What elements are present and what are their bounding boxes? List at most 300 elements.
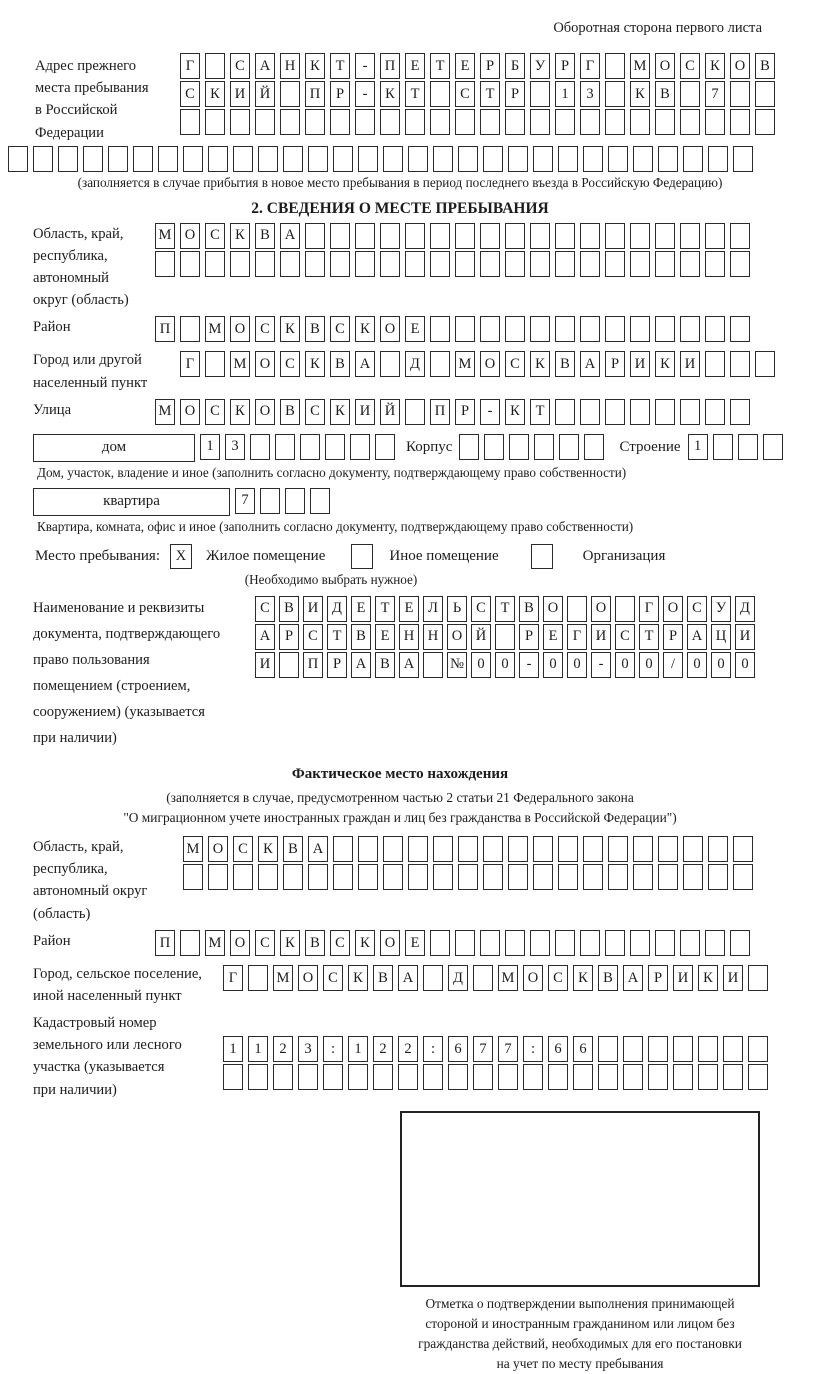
char-cell: О [255, 399, 275, 425]
char-cell [680, 109, 700, 135]
char-cell [305, 251, 325, 277]
actual-location-title: Фактическое место нахождения [291, 765, 509, 782]
char-cell [748, 965, 768, 991]
char-cell [280, 109, 300, 135]
char-cell [205, 53, 225, 79]
char-cell [573, 1064, 593, 1090]
char-cell: И [230, 81, 250, 107]
char-cell: Р [455, 399, 475, 425]
char-cell [459, 434, 479, 460]
char-row [223, 1036, 800, 1062]
char-cell: С [615, 624, 635, 650]
char-cell [183, 864, 203, 890]
char-cell: В [373, 965, 393, 991]
char-cell: С [205, 399, 225, 425]
char-cell [208, 864, 228, 890]
region-grid [155, 223, 800, 312]
char-cell [423, 1064, 443, 1090]
residential-option-label: Жилое помещение [206, 547, 326, 564]
char-cell [358, 146, 378, 172]
char-row [183, 836, 800, 862]
char-cell [300, 434, 320, 460]
char-cell [683, 146, 703, 172]
char-cell: Р [519, 624, 539, 650]
char-cell: В [255, 223, 275, 249]
char-cell: М [155, 223, 175, 249]
char-cell [483, 836, 503, 862]
char-cell [530, 316, 550, 342]
section2-title: 2. СВЕДЕНИЯ О МЕСТЕ ПРЕБЫВАНИЯ [251, 199, 549, 217]
char-cell: С [303, 624, 323, 650]
char-row [255, 596, 800, 622]
char-cell [530, 930, 550, 956]
char-cell: - [355, 81, 375, 107]
char-cell [655, 316, 675, 342]
char-cell [608, 864, 628, 890]
char-cell [430, 81, 450, 107]
char-cell: С [255, 316, 275, 342]
char-cell: К [305, 351, 325, 377]
char-cell: - [519, 652, 539, 678]
char-cell [330, 109, 350, 135]
char-cell: Л [423, 596, 443, 622]
char-cell [433, 836, 453, 862]
char-cell [508, 146, 528, 172]
char-cell [680, 81, 700, 107]
char-cell: И [673, 965, 693, 991]
char-cell [483, 146, 503, 172]
char-cell: Н [423, 624, 443, 650]
char-cell [623, 1036, 643, 1062]
char-cell [655, 109, 675, 135]
char-cell [355, 223, 375, 249]
char-cell: О [543, 596, 563, 622]
char-cell [555, 930, 575, 956]
char-cell: В [280, 399, 300, 425]
char-cell [260, 488, 280, 514]
char-cell: И [723, 965, 743, 991]
char-cell [630, 399, 650, 425]
char-cell [285, 488, 305, 514]
char-cell [680, 316, 700, 342]
char-cell: Д [405, 351, 425, 377]
char-cell [723, 1036, 743, 1062]
char-cell [430, 351, 450, 377]
char-cell: С [180, 81, 200, 107]
char-cell [348, 1064, 368, 1090]
char-cell [730, 930, 750, 956]
char-cell: Т [327, 624, 347, 650]
char-cell [648, 1064, 668, 1090]
char-cell [580, 251, 600, 277]
char-cell [505, 930, 525, 956]
char-cell [208, 146, 228, 172]
char-cell [673, 1036, 693, 1062]
char-cell [555, 316, 575, 342]
previous-address-label: Адрес прежнего места пребывания в Российской Федерации [35, 58, 149, 141]
char-cell [555, 251, 575, 277]
apartment-label-box: квартира [33, 488, 230, 516]
char-cell [583, 864, 603, 890]
char-cell: А [355, 351, 375, 377]
char-cell: 7 [235, 488, 255, 514]
char-row [223, 1064, 800, 1090]
char-cell [280, 251, 300, 277]
char-cell: Е [405, 930, 425, 956]
char-cell: А [280, 223, 300, 249]
char-cell: 1 [688, 434, 708, 460]
char-cell [615, 596, 635, 622]
char-cell: В [305, 316, 325, 342]
char-cell: И [735, 624, 755, 650]
char-cell: 1 [248, 1036, 268, 1062]
char-cell: Г [580, 53, 600, 79]
char-cell [455, 930, 475, 956]
char-cell: П [155, 316, 175, 342]
char-cell: Р [555, 53, 575, 79]
char-cell [680, 223, 700, 249]
char-cell [530, 223, 550, 249]
previous-address-grid [180, 53, 800, 144]
char-cell: В [598, 965, 618, 991]
actual-location-note: (заполняется в случае, предусмотренном частью 2 статьи 21 Федерального закона "О миграционном учете иностранных граждан и лиц без гражданства в Российской Федерации") [123, 789, 677, 826]
char-cell: М [155, 399, 175, 425]
char-cell [480, 930, 500, 956]
char-cell: Д [327, 596, 347, 622]
char-cell [580, 109, 600, 135]
char-cell [183, 146, 203, 172]
char-cell [680, 399, 700, 425]
char-cell [630, 316, 650, 342]
char-cell: П [380, 53, 400, 79]
char-cell [279, 652, 299, 678]
char-cell: 0 [711, 652, 731, 678]
char-cell [523, 1064, 543, 1090]
char-cell: Т [375, 596, 395, 622]
char-cell [683, 864, 703, 890]
char-cell: Г [180, 53, 200, 79]
char-cell: 0 [639, 652, 659, 678]
house-number-cells [200, 434, 395, 460]
char-cell: К [205, 81, 225, 107]
cadastral-grid [223, 1012, 800, 1101]
char-cell: В [283, 836, 303, 862]
char-cell [280, 81, 300, 107]
char-cell [108, 146, 128, 172]
char-cell [673, 1064, 693, 1090]
char-cell [255, 109, 275, 135]
char-cell: О [655, 53, 675, 79]
char-cell: 0 [495, 652, 515, 678]
char-cell: С [330, 930, 350, 956]
char-cell [713, 434, 733, 460]
char-cell [495, 624, 515, 650]
char-cell [423, 652, 443, 678]
char-cell [250, 434, 270, 460]
organization-option-label: Организация [582, 547, 666, 564]
char-cell [558, 836, 578, 862]
char-cell [298, 1064, 318, 1090]
char-cell [405, 399, 425, 425]
char-cell: - [355, 53, 375, 79]
char-cell: А [351, 652, 371, 678]
char-cell [705, 351, 725, 377]
cadastral-field [33, 1012, 800, 1101]
stay-type-row [35, 544, 800, 569]
char-cell: Е [455, 53, 475, 79]
char-cell: М [498, 965, 518, 991]
city-field [33, 349, 800, 393]
char-cell [730, 251, 750, 277]
char-cell: К [355, 930, 375, 956]
char-cell: М [630, 53, 650, 79]
char-cell: С [687, 596, 707, 622]
char-cell [605, 53, 625, 79]
char-cell: К [573, 965, 593, 991]
region-label: Область, край, республика, автономный округ (область) [33, 225, 129, 309]
char-cell: 7 [705, 81, 725, 107]
char-cell [383, 864, 403, 890]
confirmation-stamp-box [400, 1111, 760, 1287]
char-cell: Е [399, 596, 419, 622]
char-cell: И [355, 399, 375, 425]
char-cell [505, 316, 525, 342]
char-cell [630, 930, 650, 956]
document-field [33, 596, 800, 752]
char-row [155, 251, 800, 277]
char-cell [605, 399, 625, 425]
char-cell [273, 1064, 293, 1090]
char-cell [505, 109, 525, 135]
char-cell: : [423, 1036, 443, 1062]
char-cell: Г [639, 596, 659, 622]
char-cell: В [305, 930, 325, 956]
char-cell [530, 109, 550, 135]
char-cell [380, 351, 400, 377]
district-field [33, 316, 800, 344]
char-cell [583, 146, 603, 172]
char-cell [233, 146, 253, 172]
char-cell: 0 [471, 652, 491, 678]
char-cell [633, 836, 653, 862]
char-cell: М [230, 351, 250, 377]
actual-city-label: Город, сельское поселение, иной населенный пункт [33, 965, 202, 1004]
char-cell: Г [223, 965, 243, 991]
char-cell [705, 251, 725, 277]
char-cell [708, 836, 728, 862]
char-cell [533, 864, 553, 890]
char-cell [448, 1064, 468, 1090]
char-cell: В [279, 596, 299, 622]
char-cell: Н [399, 624, 419, 650]
char-row [255, 624, 800, 650]
char-cell [708, 864, 728, 890]
char-row [155, 399, 750, 425]
char-cell [480, 223, 500, 249]
char-cell [405, 251, 425, 277]
char-cell: К [348, 965, 368, 991]
char-cell: : [523, 1036, 543, 1062]
char-cell [630, 109, 650, 135]
char-cell [508, 864, 528, 890]
char-cell: С [280, 351, 300, 377]
char-cell: С [330, 316, 350, 342]
house-note: Дом, участок, владение и иное (заполнить согласно документу, подтверждающему право собственности) [37, 464, 627, 480]
char-cell [730, 316, 750, 342]
char-cell: К [305, 53, 325, 79]
char-cell: В [519, 596, 539, 622]
char-cell: И [680, 351, 700, 377]
char-cell: / [663, 652, 683, 678]
char-cell [705, 399, 725, 425]
char-cell [598, 1064, 618, 1090]
char-row [180, 53, 800, 79]
char-cell [8, 146, 28, 172]
char-cell: 2 [273, 1036, 293, 1062]
char-cell [433, 146, 453, 172]
char-cell: П [303, 652, 323, 678]
char-cell: 6 [573, 1036, 593, 1062]
char-cell [180, 109, 200, 135]
char-cell: О [591, 596, 611, 622]
char-cell: 1 [348, 1036, 368, 1062]
char-cell: А [255, 53, 275, 79]
char-cell: Р [663, 624, 683, 650]
char-cell [730, 109, 750, 135]
char-cell [558, 146, 578, 172]
char-cell [630, 223, 650, 249]
char-cell: М [273, 965, 293, 991]
char-cell: М [205, 930, 225, 956]
char-cell: Ь [447, 596, 467, 622]
char-cell [655, 930, 675, 956]
char-cell [380, 109, 400, 135]
char-cell: И [630, 351, 650, 377]
char-cell: Й [471, 624, 491, 650]
char-cell [623, 1064, 643, 1090]
char-cell [484, 434, 504, 460]
char-cell: К [698, 965, 718, 991]
char-cell [305, 109, 325, 135]
char-cell: А [398, 965, 418, 991]
char-cell [705, 223, 725, 249]
actual-city-field [33, 963, 800, 1007]
char-cell [373, 1064, 393, 1090]
char-cell [223, 1064, 243, 1090]
char-cell [308, 146, 328, 172]
char-cell: О [380, 930, 400, 956]
char-cell [398, 1064, 418, 1090]
char-cell [655, 399, 675, 425]
char-cell: 0 [567, 652, 587, 678]
char-cell [733, 864, 753, 890]
char-cell [558, 864, 578, 890]
char-cell: О [523, 965, 543, 991]
char-cell: 2 [398, 1036, 418, 1062]
char-cell [748, 1036, 768, 1062]
char-cell: Р [330, 81, 350, 107]
char-cell [323, 1064, 343, 1090]
char-cell: Г [180, 351, 200, 377]
char-cell: 3 [580, 81, 600, 107]
char-cell: И [255, 652, 275, 678]
actual-district-field [33, 930, 800, 958]
char-cell: А [308, 836, 328, 862]
char-cell: Т [405, 81, 425, 107]
char-cell: Т [430, 53, 450, 79]
char-cell: 0 [543, 652, 563, 678]
char-cell [473, 965, 493, 991]
char-cell [325, 434, 345, 460]
char-cell [248, 1064, 268, 1090]
char-cell: : [323, 1036, 343, 1062]
region-field [33, 223, 800, 312]
char-cell: Б [505, 53, 525, 79]
char-cell: 3 [298, 1036, 318, 1062]
char-cell: 0 [615, 652, 635, 678]
char-cell [608, 836, 628, 862]
korpus-cells [459, 434, 604, 460]
char-cell [350, 434, 370, 460]
char-cell [283, 864, 303, 890]
char-cell: Е [375, 624, 395, 650]
char-cell [455, 109, 475, 135]
char-cell [283, 146, 303, 172]
char-cell [480, 251, 500, 277]
char-cell [505, 251, 525, 277]
char-cell [230, 109, 250, 135]
char-cell [458, 864, 478, 890]
char-cell: Т [495, 596, 515, 622]
char-cell: И [303, 596, 323, 622]
char-cell: Р [648, 965, 668, 991]
char-cell: - [591, 652, 611, 678]
char-cell [648, 1036, 668, 1062]
char-cell [580, 223, 600, 249]
char-cell [430, 251, 450, 277]
char-cell [248, 965, 268, 991]
char-cell [205, 351, 225, 377]
char-cell: С [205, 223, 225, 249]
char-cell [708, 146, 728, 172]
char-cell [380, 223, 400, 249]
char-cell [205, 251, 225, 277]
char-cell [330, 223, 350, 249]
char-cell [133, 146, 153, 172]
char-cell: С [323, 965, 343, 991]
char-cell [205, 109, 225, 135]
street-label: Улица [33, 401, 72, 418]
char-cell [380, 251, 400, 277]
char-cell [408, 146, 428, 172]
char-cell [605, 930, 625, 956]
char-cell: 0 [735, 652, 755, 678]
char-cell: Е [405, 316, 425, 342]
char-cell: К [230, 399, 250, 425]
char-cell [555, 399, 575, 425]
char-cell: Т [330, 53, 350, 79]
char-cell [698, 1036, 718, 1062]
char-cell [655, 251, 675, 277]
char-cell [658, 146, 678, 172]
other-premises-checkbox [351, 544, 373, 569]
char-row [255, 652, 800, 678]
char-cell: О [480, 351, 500, 377]
char-cell: Е [405, 53, 425, 79]
char-cell [455, 316, 475, 342]
char-cell: О [380, 316, 400, 342]
char-cell [705, 109, 725, 135]
